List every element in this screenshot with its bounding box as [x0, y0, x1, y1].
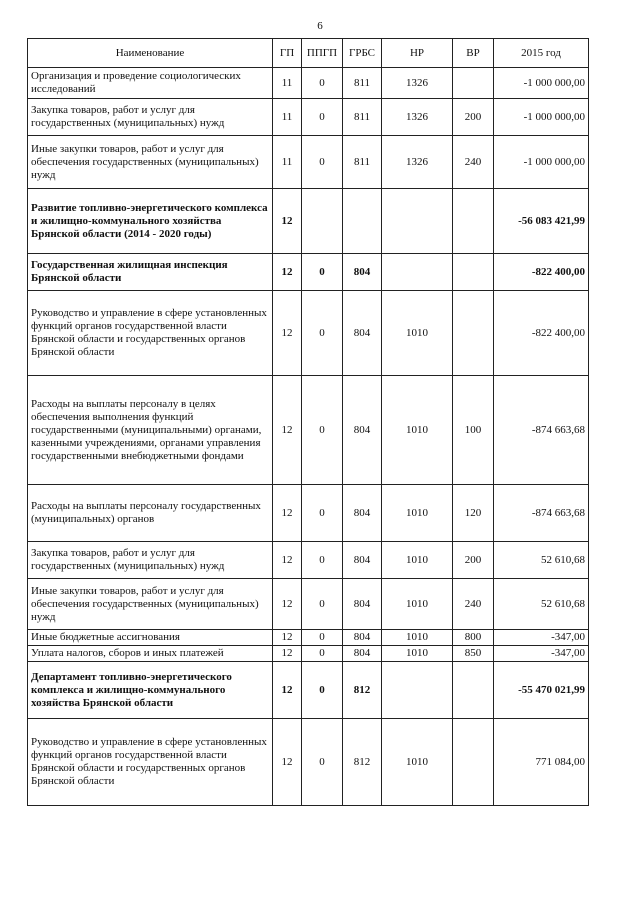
cell-np: 1010 — [382, 719, 453, 806]
cell-np — [382, 189, 453, 254]
cell-ppgp: 0 — [302, 662, 343, 719]
cell-ppgp: 0 — [302, 630, 343, 646]
cell-ppgp: 0 — [302, 719, 343, 806]
table-row — [28, 662, 589, 719]
cell-np — [382, 254, 453, 291]
cell-gp: 12 — [273, 579, 302, 630]
table-row — [28, 646, 589, 662]
cell-np: 1010 — [382, 485, 453, 542]
cell-amount: -874 663,68 — [494, 376, 589, 485]
cell-grbs — [343, 189, 382, 254]
cell-vr: 850 — [453, 646, 494, 662]
table-row — [28, 542, 589, 579]
cell-ppgp: 0 — [302, 99, 343, 136]
cell-gp: 11 — [273, 99, 302, 136]
cell-ppgp: 0 — [302, 376, 343, 485]
cell-vr: 200 — [453, 542, 494, 579]
cell-amount: 771 084,00 — [494, 719, 589, 806]
cell-gp: 12 — [273, 485, 302, 542]
cell-gp: 11 — [273, 68, 302, 99]
cell-np: 1010 — [382, 579, 453, 630]
cell-np: 1010 — [382, 646, 453, 662]
cell-ppgp: 0 — [302, 542, 343, 579]
cell-ppgp: 0 — [302, 579, 343, 630]
cell-name: Государственная жилищная инспекция Брянской области — [28, 254, 273, 291]
cell-gp: 12 — [273, 646, 302, 662]
cell-ppgp: 0 — [302, 68, 343, 99]
cell-gp: 12 — [273, 719, 302, 806]
cell-amount: -874 663,68 — [494, 485, 589, 542]
table-row — [28, 68, 589, 99]
cell-vr — [453, 291, 494, 376]
col-gp-header: ГП — [273, 39, 302, 68]
cell-vr: 100 — [453, 376, 494, 485]
cell-vr — [453, 719, 494, 806]
cell-vr: 120 — [453, 485, 494, 542]
cell-ppgp: 0 — [302, 136, 343, 189]
cell-gp: 11 — [273, 136, 302, 189]
cell-np: 1010 — [382, 376, 453, 485]
page-number: 6 — [317, 20, 323, 32]
cell-ppgp: 0 — [302, 485, 343, 542]
col-grbs-header: ГРБС — [343, 39, 382, 68]
cell-grbs: 804 — [343, 485, 382, 542]
cell-name: Уплата налогов, сборов и иных платежей — [28, 646, 273, 662]
cell-vr — [453, 254, 494, 291]
cell-vr: 200 — [453, 99, 494, 136]
cell-grbs: 804 — [343, 254, 382, 291]
cell-grbs: 804 — [343, 646, 382, 662]
cell-np: 1010 — [382, 291, 453, 376]
cell-name: Руководство и управление в сфере установленных функций органов государственной власти Брянской области и государственных органов Брянской области — [28, 719, 273, 806]
cell-np: 1326 — [382, 99, 453, 136]
cell-name: Руководство и управление в сфере установленных функций органов государственной власти Брянской области и государственных органов Брянской области — [28, 291, 273, 376]
cell-grbs: 811 — [343, 68, 382, 99]
cell-vr — [453, 189, 494, 254]
cell-name: Закупка товаров, работ и услуг для государственных (муниципальных) нужд — [28, 542, 273, 579]
cell-grbs: 804 — [343, 376, 382, 485]
cell-amount: -822 400,00 — [494, 254, 589, 291]
cell-grbs: 812 — [343, 719, 382, 806]
cell-name: Департамент топливно-энергетического комплекса и жилищно-коммунального хозяйства Брянской области — [28, 662, 273, 719]
cell-amount: -56 083 421,99 — [494, 189, 589, 254]
cell-grbs: 804 — [343, 542, 382, 579]
cell-grbs: 804 — [343, 579, 382, 630]
cell-ppgp: 0 — [302, 646, 343, 662]
cell-np: 1010 — [382, 542, 453, 579]
cell-gp: 12 — [273, 254, 302, 291]
table-row — [28, 99, 589, 136]
cell-np — [382, 662, 453, 719]
cell-vr — [453, 68, 494, 99]
cell-gp: 12 — [273, 630, 302, 646]
cell-gp: 12 — [273, 189, 302, 254]
cell-gp: 12 — [273, 662, 302, 719]
cell-amount: -822 400,00 — [494, 291, 589, 376]
col-name-header: Наименование — [28, 39, 273, 68]
col-year-header: 2015 год — [494, 39, 589, 68]
table-row — [28, 630, 589, 646]
cell-name: Расходы на выплаты персоналу государственных (муниципальных) органов — [28, 485, 273, 542]
cell-np: 1010 — [382, 630, 453, 646]
cell-vr: 800 — [453, 630, 494, 646]
col-np-header: НР — [382, 39, 453, 68]
cell-np: 1326 — [382, 68, 453, 99]
cell-vr: 240 — [453, 579, 494, 630]
cell-name: Иные закупки товаров, работ и услуг для обеспечения государственных (муниципальных) нужд — [28, 579, 273, 630]
cell-gp: 12 — [273, 376, 302, 485]
cell-amount: -55 470 021,99 — [494, 662, 589, 719]
cell-name: Иные закупки товаров, работ и услуг для обеспечения государственных (муниципальных) нужд — [28, 136, 273, 189]
table-row — [28, 485, 589, 542]
budget-table — [27, 38, 589, 806]
cell-name: Иные бюджетные ассигнования — [28, 630, 273, 646]
table-body — [28, 68, 589, 806]
cell-amount: 52 610,68 — [494, 542, 589, 579]
cell-name: Расходы на выплаты персоналу в целях обеспечения выполнения функций государственными (муниципальными) органами, казенными учреждениями, органами управления государственными внебюджетными фондами — [28, 376, 273, 485]
col-vr-header: ВР — [453, 39, 494, 68]
cell-amount: -1 000 000,00 — [494, 99, 589, 136]
cell-ppgp — [302, 189, 343, 254]
cell-amount: -1 000 000,00 — [494, 136, 589, 189]
cell-amount: -347,00 — [494, 630, 589, 646]
cell-amount: 52 610,68 — [494, 579, 589, 630]
cell-gp: 12 — [273, 542, 302, 579]
cell-grbs: 804 — [343, 291, 382, 376]
table-row — [28, 579, 589, 630]
cell-grbs: 804 — [343, 630, 382, 646]
table-row — [28, 719, 589, 806]
col-ppgp-header: ППГП — [302, 39, 343, 68]
cell-grbs: 811 — [343, 99, 382, 136]
table-row — [28, 291, 589, 376]
cell-grbs: 811 — [343, 136, 382, 189]
cell-gp: 12 — [273, 291, 302, 376]
table-row — [28, 376, 589, 485]
cell-amount: -1 000 000,00 — [494, 68, 589, 99]
cell-vr: 240 — [453, 136, 494, 189]
cell-np: 1326 — [382, 136, 453, 189]
table-row — [28, 136, 589, 189]
cell-name: Развитие топливно-энергетического комплекса и жилищно-коммунального хозяйства Брянской области (2014 - 2020 годы) — [28, 189, 273, 254]
cell-vr — [453, 662, 494, 719]
cell-grbs: 812 — [343, 662, 382, 719]
cell-name: Организация и проведение социологических исследований — [28, 68, 273, 99]
table-header-row — [28, 39, 589, 68]
cell-ppgp: 0 — [302, 291, 343, 376]
table-row — [28, 189, 589, 254]
cell-amount: -347,00 — [494, 646, 589, 662]
cell-name: Закупка товаров, работ и услуг для государственных (муниципальных) нужд — [28, 99, 273, 136]
table-row — [28, 254, 589, 291]
cell-ppgp: 0 — [302, 254, 343, 291]
